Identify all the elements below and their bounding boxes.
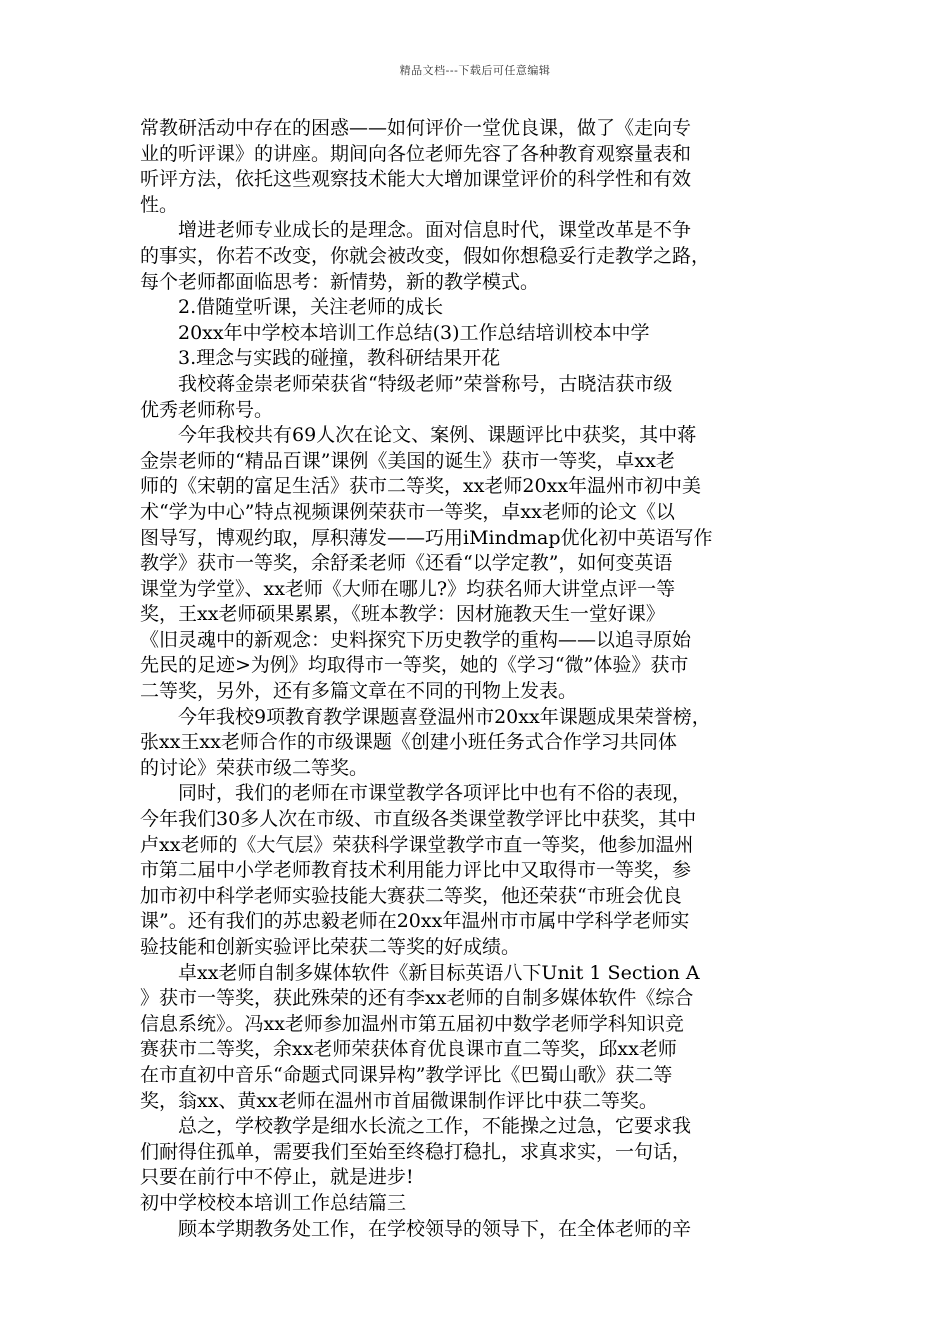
text-line: 卓xx老师自制多媒体软件《新目标英语八下Unit 1 Section A (140, 961, 700, 984)
text-line: 课”。还有我们的苏忠毅老师在20xx年温州市市属中学科学老师实 (140, 910, 690, 933)
text-line: 优秀老师称号。 (140, 398, 274, 421)
text-line: 只要在前行中不停止，就是进步! (140, 1166, 414, 1189)
text-line: 们耐得住孤单，需要我们至始至终稳打稳扎，求真求实，一句话， (140, 1140, 692, 1163)
text-line: 二等奖，另外，还有多篇文章在不同的刊物上发表。 (140, 680, 578, 703)
text-line: 每个老师都面临思考：新情势，新的教学模式。 (140, 270, 540, 293)
text-line: 教学》获市一等奖，余舒柔老师《还看“以学定教”，如何变英语 (140, 552, 673, 575)
text-line: 的讨论》荣获市级二等奖。 (140, 756, 369, 779)
text-line: 卢xx老师的《大气层》荣获科学课堂教学市直一等奖，他参加温州 (140, 833, 694, 856)
document-body (140, 116, 820, 1242)
page-header: 精品文档---下载后可任意编辑 (399, 64, 551, 77)
text-line: 今年我们30多人次在市级、市直级各类课堂教学评比中获奖，其中 (140, 808, 697, 831)
text-line: 》获市一等奖，获此殊荣的还有李xx老师的自制多媒体软件《综合 (140, 987, 694, 1010)
text-line: 信息系统》。冯xx老师参加温州市第五届初中数学老师学科知识竞 (140, 1012, 684, 1035)
text-line: 听评方法，依托这些观察技术能大大增加课堂评价的科学性和有效 (140, 168, 692, 191)
text-line: 常教研活动中存在的困惑——如何评价一堂优良课，做了《走向专 (140, 117, 692, 139)
text-line: 3.理念与实践的碰撞，教科研结果开花 (140, 347, 501, 370)
text-line: 市第二届中小学老师教育技术利用能力评比中又取得市一等奖，参 (140, 859, 692, 882)
text-line: 张xx王xx老师合作的市级课题《创建小班任务式合作学习共同体 (140, 731, 677, 754)
text-line: 先民的足迹>为例》均取得市一等奖，她的《学习“微”体验》获市 (140, 654, 689, 677)
text-line: 奖，翁xx、黄xx老师在温州市首届微课制作评比中获二等奖。 (140, 1089, 658, 1112)
text-line: 2.借随堂听课，关注老师的成长 (140, 296, 444, 319)
text-line: 顾本学期教务处工作，在学校领导的领导下，在全体老师的辛 (140, 1217, 692, 1240)
text-line: 《旧灵魂中的新观念：史料探究下历史教学的重构——以追寻原始 (140, 628, 692, 651)
text-line: 奖，王xx老师硕果累累，《班本教学：因材施教天生一堂好课》 (140, 603, 665, 626)
text-line: 今年我校9项教育教学课题喜登温州市20xx年课题成果荣誉榜， (140, 705, 711, 728)
text-line: 加市初中科学老师实验技能大赛获二等奖，他还荣获“市班会优良 (140, 884, 682, 907)
text-line: 增进老师专业成长的是理念。面对信息时代，课堂改革是不争 (140, 219, 692, 242)
text-line: 性。 (140, 193, 179, 216)
text-line: 课堂为学堂》、xx老师《大师在哪儿?》均获名师大讲堂点评一等 (140, 577, 676, 600)
text-line: 验技能和创新实验评比荣获二等奖的好成绩。 (140, 936, 521, 958)
text-line: 20xx年中学校本培训工作总结(3)工作总结培训校本中学 (140, 321, 650, 344)
text-line: 我校蒋金崇老师荣获省“特级老师”荣誉称号，古晓洁获市级 (140, 372, 673, 395)
text-line: 在市直初中音乐“命题式同课异构”教学评比《巴蜀山歌》获二等 (140, 1063, 673, 1086)
text-line: 图导写，博观约取，厚积薄发——巧用iMindmap优化初中英语写作 (140, 526, 713, 549)
text-line: 金崇老师的“精品百课”课例《美国的诞生》获市一等奖，卓xx老 (140, 449, 675, 472)
text-line: 赛获市二等奖，余xx老师荣获体育优良课市直二等奖，邱xx老师 (140, 1038, 677, 1061)
text-line: 今年我校共有69人次在论文、案例、课题评比中获奖，其中蒋 (140, 424, 697, 447)
text-line: 师的《宋朝的富足生活》获市二等奖，xx老师20xx年温州市初中美 (140, 475, 702, 498)
text-line: 总之，学校教学是细水长流之工作，不能操之过急，它要求我 (140, 1115, 692, 1138)
text-line: 同时，我们的老师在市课堂教学各项评比中也有不俗的表现， (140, 782, 692, 805)
text-line: 的事实，你若不改变，你就会被改变，假如你想稳妥行走教学之路， (140, 244, 711, 267)
text-line: 业的听评课》的讲座。期间向各位老师先容了各种教育观察量表和 (140, 142, 692, 165)
text-line: 术“学为中心”特点视频课例荣获市一等奖，卓xx老师的论文《以 (140, 500, 675, 523)
section-heading: 初中学校校本培训工作总结篇三 (140, 1191, 407, 1214)
